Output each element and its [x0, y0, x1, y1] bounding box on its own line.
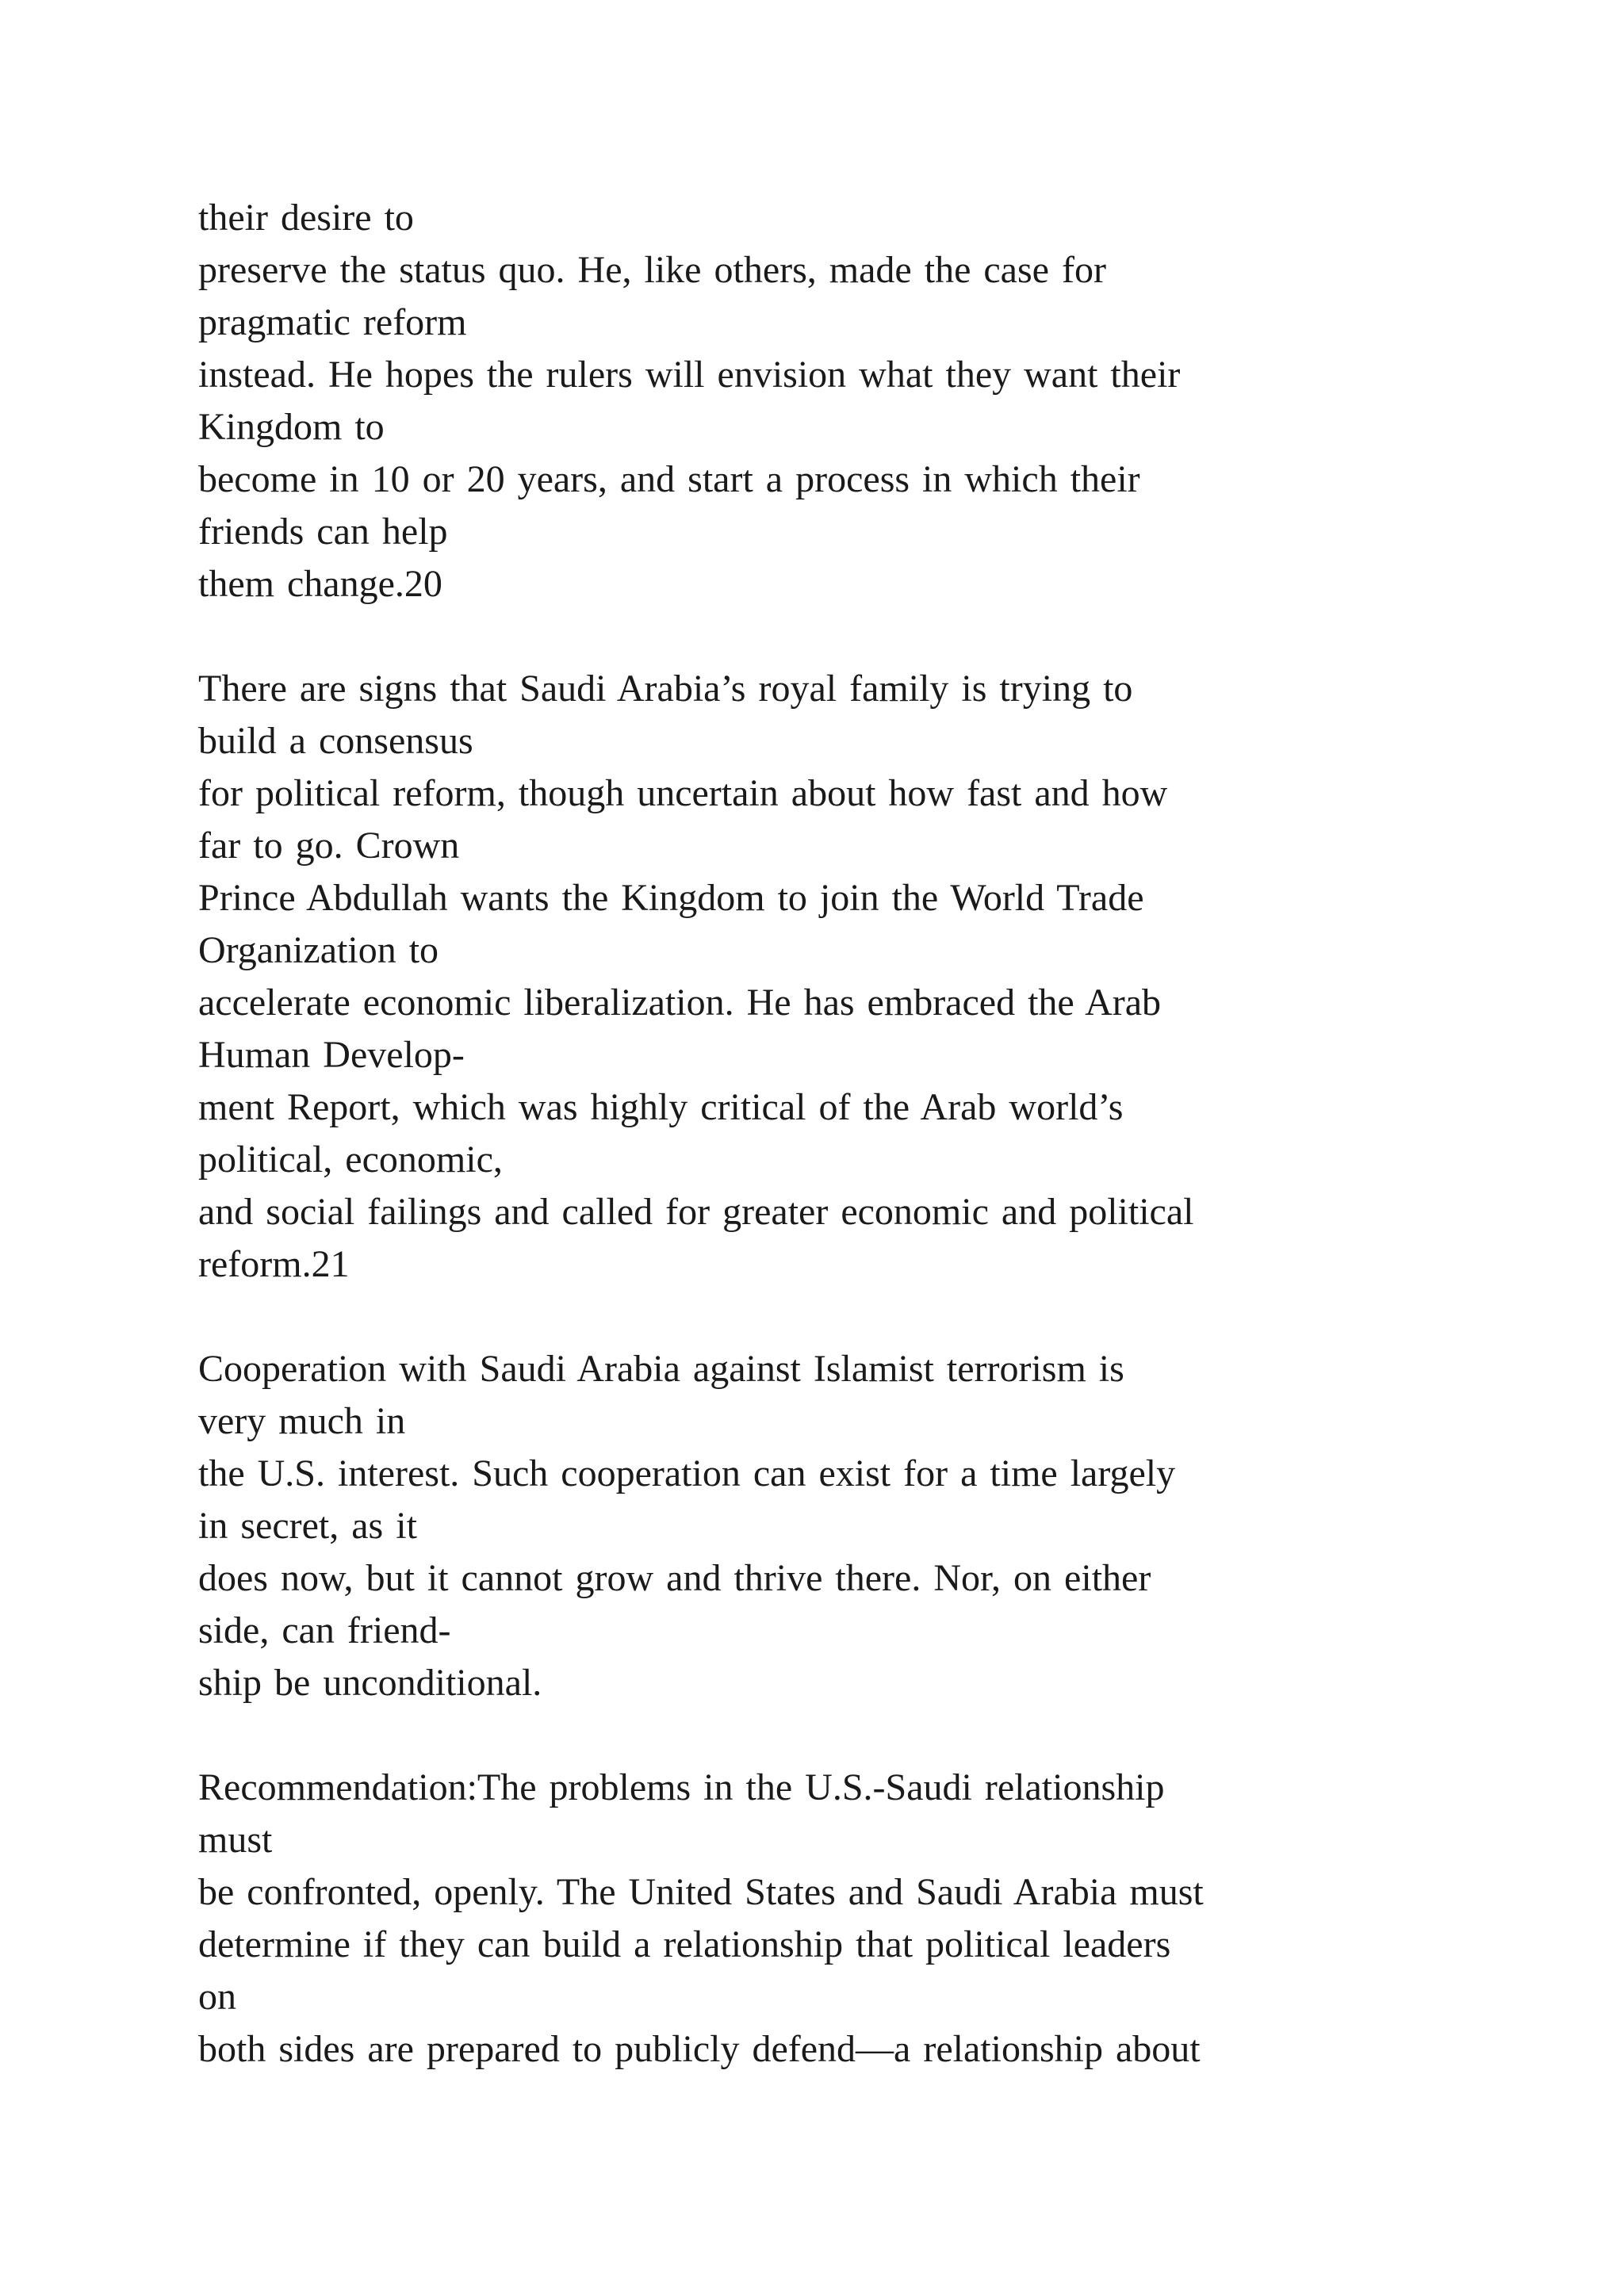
text-line: political, economic, — [198, 1138, 503, 1181]
text-line: accelerate economic liberalization. He has embraced the Arab — [198, 982, 1162, 1024]
text-line: the U.S. interest. Such cooperation can exist for a time largely — [198, 1452, 1176, 1494]
text-line: on — [198, 1976, 236, 2018]
text-line: Organization to — [198, 929, 439, 971]
text-line: determine if they can build a relationship that political leaders — [198, 1923, 1171, 1965]
text-line: reform.21 — [198, 1243, 350, 1285]
text-line: Human Develop- — [198, 1034, 465, 1076]
text-line: Cooperation with Saudi Arabia against Islamist terrorism is — [198, 1348, 1124, 1390]
paragraph-recommendation — [198, 1762, 1546, 2076]
text-line: in secret, as it — [198, 1505, 417, 1547]
text-line: very much in — [198, 1400, 406, 1442]
paragraph-status-quo — [198, 192, 1546, 610]
text-line: ment Report, which was highly critical of the Arab world’s — [198, 1086, 1124, 1128]
text-line: their desire to — [198, 197, 414, 239]
text-line: friends can help — [198, 511, 448, 553]
paragraph-spacer — [198, 610, 1546, 663]
text-line: There are signs that Saudi Arabia’s royal family is trying to — [198, 668, 1133, 710]
text-line: does now, but it cannot grow and thrive there. Nor, on either — [198, 1557, 1151, 1599]
text-line: Recommendation:The problems in the U.S.-Saudi relationship — [198, 1766, 1165, 1808]
paragraph-spacer — [198, 1709, 1546, 1762]
paragraph-spacer — [198, 1291, 1546, 1343]
text-line: become in 10 or 20 years, and start a process in which their — [198, 458, 1140, 500]
text-line: must — [198, 1819, 273, 1861]
paragraph-political-reform — [198, 663, 1546, 1291]
text-line: be confronted, openly. The United States and Saudi Arabia must — [198, 1871, 1204, 1913]
text-line: for political reform, though uncertain about how fast and how — [198, 772, 1168, 814]
text-line: them change.20 — [198, 563, 442, 605]
document-page — [198, 192, 1546, 2076]
text-line: both sides are prepared to publicly defend—a relationship about — [198, 2028, 1201, 2070]
text-line: Kingdom to — [198, 406, 385, 448]
text-line: pragmatic reform — [198, 301, 467, 343]
text-line: build a consensus — [198, 720, 473, 762]
text-line: Prince Abdullah wants the Kingdom to join the World Trade — [198, 877, 1144, 919]
text-line: and social failings and called for greater economic and political — [198, 1191, 1194, 1233]
text-line: instead. He hopes the rulers will envision what they want their — [198, 354, 1181, 396]
paragraph-cooperation — [198, 1343, 1546, 1709]
text-line: side, can friend- — [198, 1609, 451, 1651]
text-line: ship be unconditional. — [198, 1662, 542, 1704]
text-line: preserve the status quo. He, like others, made the case for — [198, 249, 1106, 291]
text-line: far to go. Crown — [198, 825, 460, 867]
